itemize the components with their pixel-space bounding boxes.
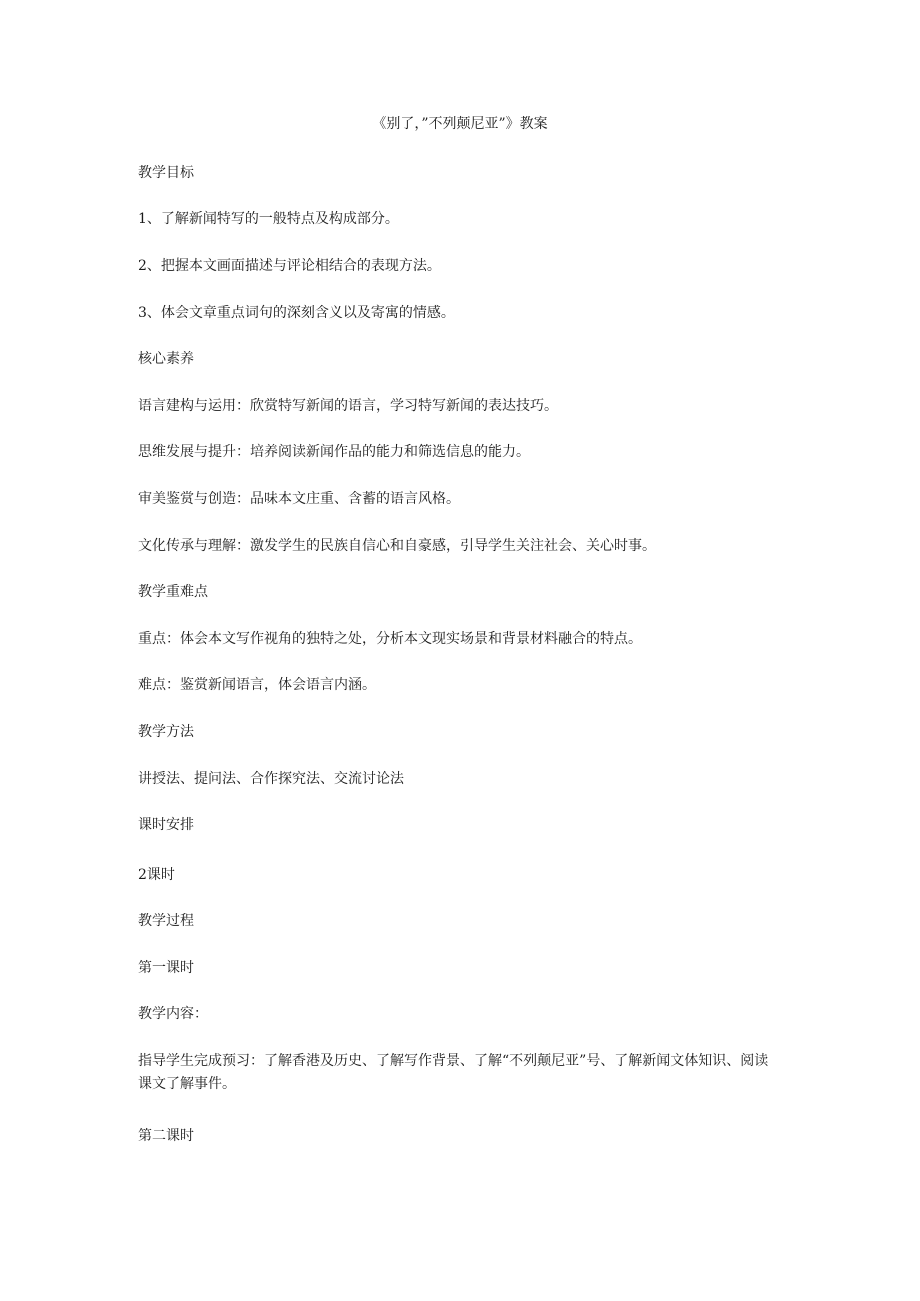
lesson-one-heading: 第一课时 — [138, 960, 194, 976]
literacy-item-thinking: 思维发展与提升：培养阅读新闻作品的能力和筛选信息的能力。 — [138, 444, 530, 460]
literacy-item-culture: 文化传承与理解：激发学生的民族自信心和自豪感，引导学生关注社会、关心时事。 — [138, 538, 656, 554]
section-heading-core-literacy: 核心素养 — [138, 351, 194, 367]
section-heading-schedule: 课时安排 — [138, 817, 194, 833]
section-heading-process: 教学过程 — [138, 913, 194, 929]
literacy-item-language: 语言建构与运用：欣赏特写新闻的语言，学习特写新闻的表达技巧。 — [138, 398, 558, 414]
schedule-text: 2课时 — [138, 867, 175, 883]
lesson-one-content: 指导学生完成预习：了解香港及历史、了解写作背景、了解“不列颠尼亚”号、了解新闻文体知识、阅读课文了解事件。 — [138, 1053, 769, 1092]
section-heading-methods: 教学方法 — [138, 724, 194, 740]
goal-item-2: 2、把握本文画面描述与评论相结合的表现方法。 — [138, 258, 441, 274]
literacy-item-aesthetics: 审美鉴赏与创造：品味本文庄重、含蓄的语言风格。 — [138, 491, 460, 507]
methods-text: 讲授法、提问法、合作探究法、交流讨论法 — [138, 771, 404, 787]
section-heading-key-points: 教学重难点 — [138, 584, 208, 600]
section-heading-teaching-goals: 教学目标 — [138, 165, 194, 181]
document-title: 《别了，”不列颠尼亚”》教案 — [372, 116, 548, 132]
lesson-content-label: 教学内容： — [138, 1006, 208, 1022]
goal-item-3: 3、体会文章重点词句的深刻含义以及寄寓的情感。 — [138, 305, 455, 321]
key-point-difficulty: 难点：鉴赏新闻语言，体会语言内涵。 — [138, 677, 376, 693]
lesson-two-heading: 第二课时 — [138, 1128, 194, 1144]
key-point-focus: 重点：体会本文写作视角的独特之处，分析本文现实场景和背景材料融合的特点。 — [138, 631, 642, 647]
goal-item-1: 1、了解新闻特写的一般特点及构成部分。 — [138, 211, 399, 227]
